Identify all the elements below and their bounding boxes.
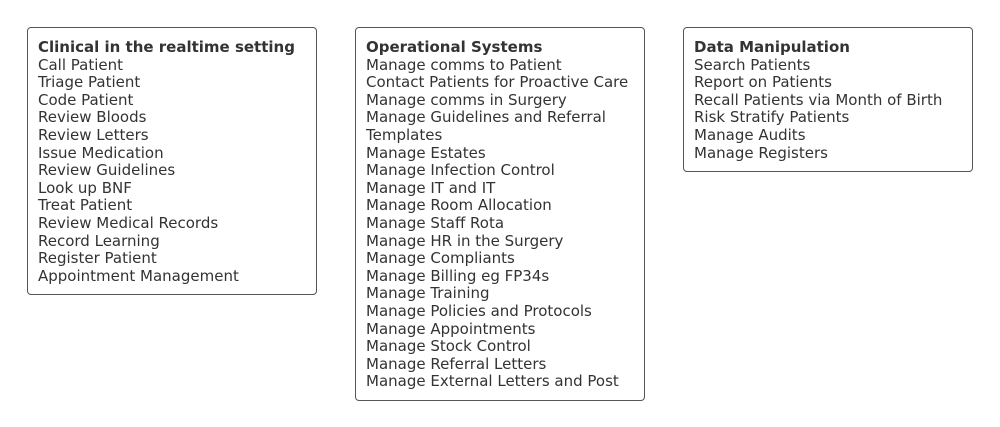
box-item-list [366, 57, 644, 391]
box-item: Manage Training [366, 284, 490, 303]
box-title: Data Manipulation [694, 38, 850, 56]
box-item: Manage Compliants [366, 249, 515, 268]
box-item: Triage Patient [38, 73, 141, 92]
box-item: Risk Stratify Patients [694, 108, 850, 127]
box-item: Manage Referral Letters [366, 354, 547, 373]
box-item: Issue Medication [38, 143, 164, 162]
box-title: Operational Systems [366, 38, 543, 56]
box-item: Manage HR in the Surgery [366, 231, 564, 250]
box-item: Manage Billing eg FP34s [366, 266, 550, 285]
box-item: Manage Audits [694, 125, 806, 144]
box-item: Manage Infection Control [366, 161, 555, 180]
box-item: Treat Patient [38, 196, 133, 215]
box-item: Manage Guidelines and Referral Templates [366, 108, 606, 144]
box-item: Code Patient [38, 90, 134, 109]
box-item: Review Medical Records [38, 213, 219, 232]
box-item: Manage comms to Patient [366, 55, 562, 74]
box-item: Review Guidelines [38, 161, 176, 180]
box-item: Appointment Management [38, 266, 239, 285]
box-operational-systems [355, 27, 645, 401]
box-item: Search Patients [694, 55, 811, 74]
box-item: Manage Room Allocation [366, 196, 552, 215]
box-item: Manage Appointments [366, 319, 536, 338]
box-item: Record Learning [38, 231, 160, 250]
box-title: Clinical in the realtime setting [38, 38, 295, 56]
box-item: Report on Patients [694, 73, 832, 92]
box-item: Manage IT and IT [366, 178, 496, 197]
box-item: Manage Staff Rota [366, 213, 505, 232]
box-item: Manage Policies and Protocols [366, 301, 592, 320]
box-item-list [694, 57, 972, 163]
box-item: Call Patient [38, 55, 123, 74]
box-item: Manage Stock Control [366, 337, 531, 356]
box-item: Recall Patients via Month of Birth [694, 90, 943, 109]
box-clinical-realtime [27, 27, 317, 295]
box-item: Contact Patients for Proactive Care [366, 73, 629, 92]
box-item: Review Bloods [38, 108, 147, 127]
box-item: Look up BNF [38, 178, 132, 197]
box-item: Manage External Letters and Post [366, 372, 619, 391]
box-item: Review Letters [38, 125, 149, 144]
box-item-list [38, 57, 316, 286]
box-data-manipulation [683, 27, 973, 172]
box-item: Manage comms in Surgery [366, 90, 567, 109]
box-item: Register Patient [38, 249, 157, 268]
box-item: Manage Estates [366, 143, 486, 162]
box-item: Manage Registers [694, 143, 828, 162]
